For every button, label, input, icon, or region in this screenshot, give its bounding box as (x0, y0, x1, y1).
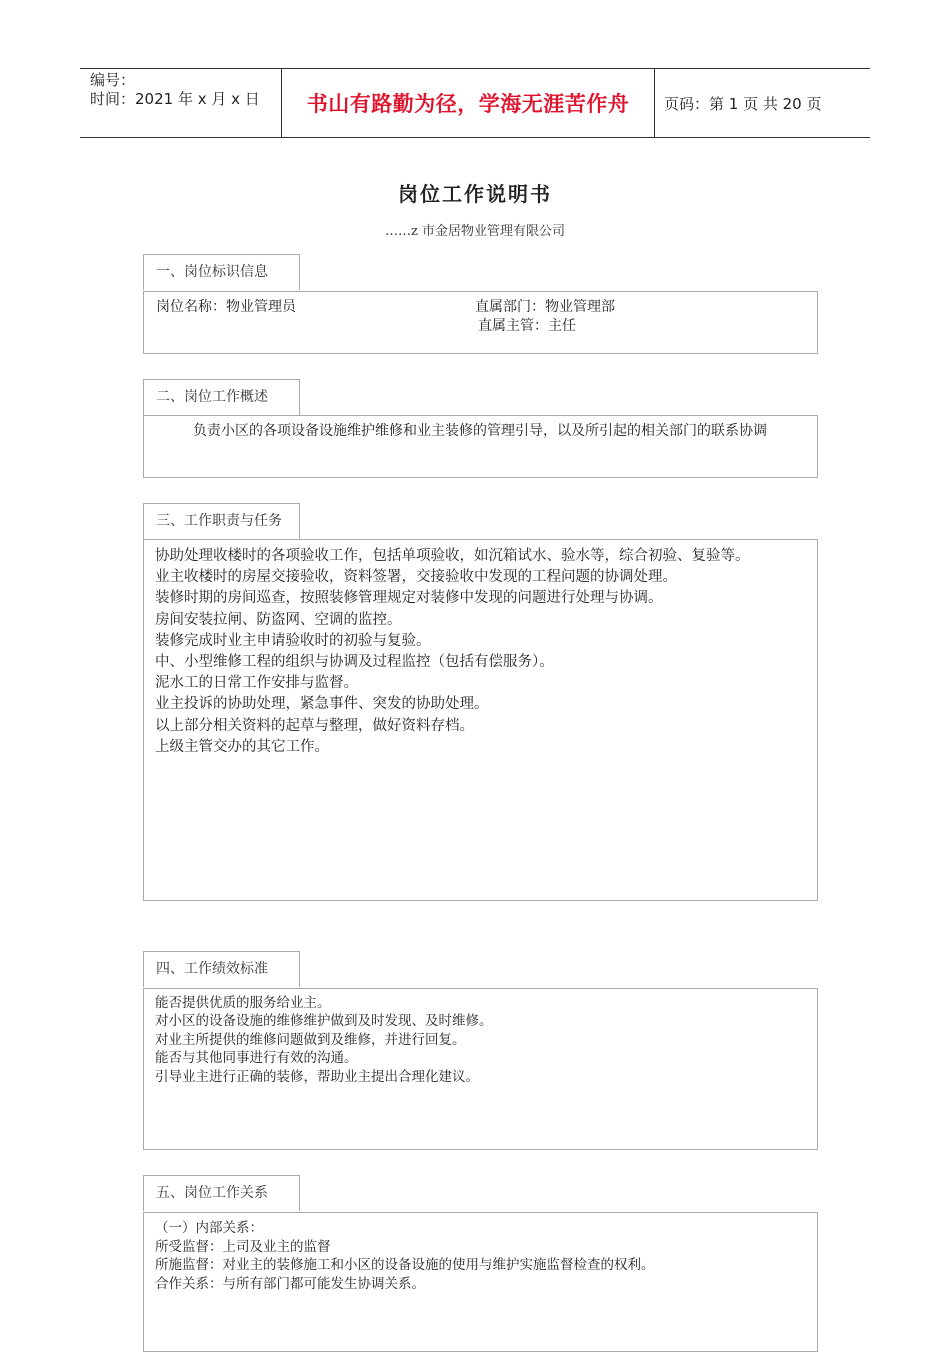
duty-item: 装修时期的房间巡查，按照装修管理规定对装修中发现的问题进行处理与协调。 (155, 590, 663, 607)
duty-item: 泥水工的日常工作安排与监督。 (155, 675, 358, 692)
page-info: 页码：第 1 页 共 20 页 (664, 94, 822, 113)
section-1-box (143, 291, 818, 354)
date-label: 时间：2021 年 x 月 x 日 (90, 90, 260, 108)
duty-item: 上级主管交办的其它工作。 (155, 738, 329, 755)
duty-item: 业主收楼时的房屋交接验收，资料签署，交接验收中发现的工程问题的协调处理。 (155, 569, 677, 586)
motto: 书山有路勤为径，学海无涯苦作舟 (281, 69, 655, 137)
department: 直属部门：物业管理部 (475, 299, 615, 315)
section-3-box (143, 539, 818, 901)
section-4-box (143, 988, 818, 1150)
section-5-heading: 五、岗位工作关系 (143, 1175, 300, 1211)
number-label: 编号： (90, 71, 136, 89)
standard-item: 对小区的设备设施的维修维护做到及时发现、及时维修。 (155, 1013, 493, 1030)
relation-item: 所受监督：上司及业主的监督 (155, 1238, 331, 1255)
page-title: 岗位工作说明书 (398, 182, 552, 206)
standard-item: 能否提供优质的服务给业主。 (155, 995, 331, 1011)
document-header (80, 68, 870, 138)
duty-item: 协助处理收楼时的各项验收工作，包括单项验收，如沉箱试水、验水等，综合初验、复验等。 (155, 548, 750, 564)
relation-item: 合作关系：与所有部门都可能发生协调关系。 (155, 1275, 425, 1292)
section-2-heading: 二、岗位工作概述 (143, 379, 300, 415)
standard-item: 对业主所提供的维修问题做到及维修，并进行回复。 (155, 1031, 466, 1048)
supervisor: 直属主管：主任 (478, 318, 576, 334)
duty-item: 业主投诉的协助处理，紧急事件、突发的协助处理。 (155, 696, 489, 713)
relation-item: （一）内部关系： (155, 1220, 263, 1236)
duty-item: 房间安装拉闸、防盗网、空调的监控。 (155, 611, 402, 628)
section-3-heading: 三、工作职责与任务 (143, 503, 300, 539)
company-name: ……z 市金居物业管理有限公司 (385, 224, 565, 239)
section-2-text: 负责小区的各项设备设施维护维修和业主装修的管理引导，以及所引起的相关部门的联系协调 (143, 415, 818, 478)
duty-item: 以上部分相关资料的起草与整理，做好资料存档。 (155, 717, 474, 734)
section-1-heading: 一、岗位标识信息 (143, 254, 300, 290)
position-name: 岗位名称：物业管理员 (156, 299, 296, 315)
duty-item: 中、小型维修工程的组织与协调及过程监控（包括有偿服务）。 (155, 654, 554, 671)
relation-item: 所施监督：对业主的装修施工和小区的设备设施的使用与维护实施监督检查的权利。 (155, 1257, 655, 1274)
duty-item: 装修完成时业主申请验收时的初验与复验。 (155, 632, 431, 649)
header-left-cell (80, 69, 280, 137)
section-4-heading: 四、工作绩效标准 (143, 951, 300, 987)
section-5-box (143, 1212, 818, 1352)
standard-item: 引导业主进行正确的装修，帮助业主提出合理化建议。 (155, 1068, 479, 1085)
standard-item: 能否与其他同事进行有效的沟通。 (155, 1050, 358, 1067)
